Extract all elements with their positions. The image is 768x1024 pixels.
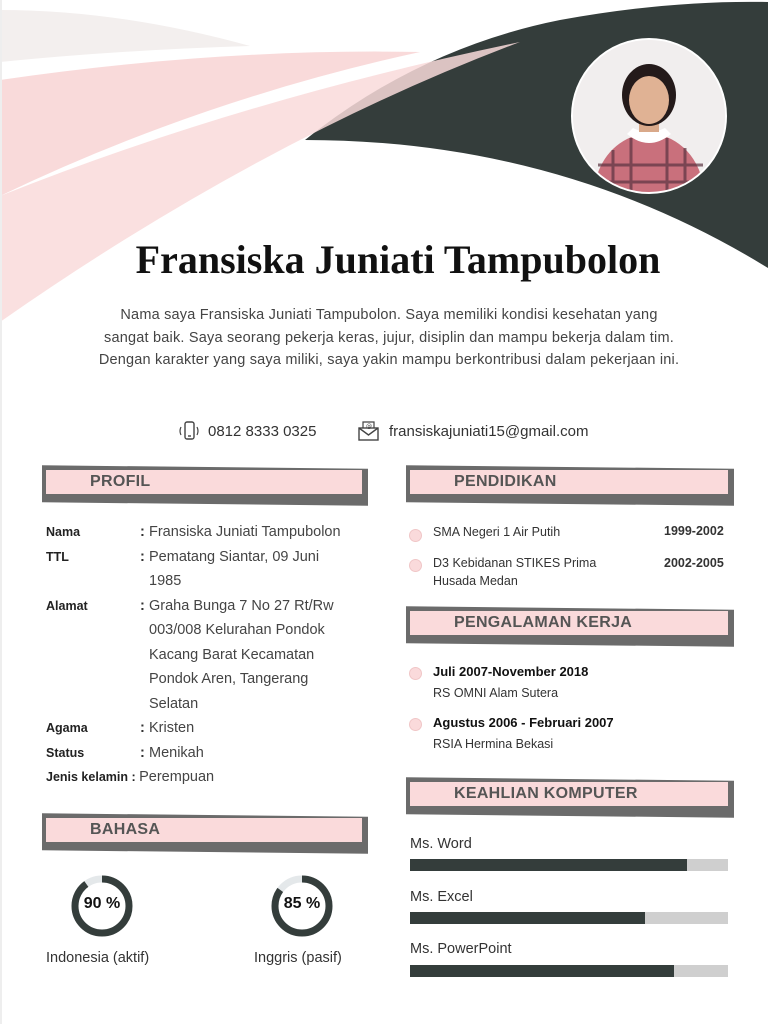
phone-contact	[178, 420, 316, 442]
experience-bullet	[409, 718, 422, 731]
profile-table	[46, 520, 366, 790]
email-icon	[357, 420, 381, 442]
experience-place: RS OMNI Alam Sutera	[433, 686, 559, 700]
lang-label-inggris: Inggris (pasif)	[254, 950, 342, 966]
skill-bar-word	[410, 859, 728, 871]
section-profil-title: PROFIL	[46, 470, 362, 494]
experience-period: Agustus 2006 - Februari 2007	[433, 715, 614, 730]
skill-label-powerpoint: Ms. PowerPoint	[410, 941, 512, 957]
experience-period: Juli 2007-November 2018	[433, 664, 589, 679]
education-school: SMA Negeri 1 Air Putih	[433, 525, 561, 539]
section-keahlian	[406, 776, 734, 816]
full-name: Fransiska Juniati Tampubolon	[135, 237, 661, 282]
svg-text:@: @	[366, 423, 372, 430]
lang-label-indonesia: Indonesia (aktif)	[46, 950, 150, 966]
section-pengalaman	[406, 605, 734, 645]
email-address: fransiskajuniati15@gmail.com	[389, 422, 589, 440]
skill-label-excel: Ms. Excel	[410, 889, 473, 905]
section-bahasa-title: BAHASA	[46, 818, 362, 842]
experience-bullet	[409, 667, 422, 680]
profile-row-alamat: Alamat : Graha Bunga 7 No 27 Rt/Rw 003/008 Kelurahan Pondok Kacang Barat Kecamatan Pondok Aren, Tangerang Selatan	[46, 597, 334, 712]
summary-text: Nama saya Fransiska Juniati Tampubolon. Saya memiliki kondisi kesehatan yang sangat baik. Saya seorang pekerja keras, jujur, disiplin dan mampu bekerja dalam tim. Dengan karakter yang saya miliki, saya yakin mampu berkontribusi dalam pekerjaan ini.	[98, 307, 680, 368]
profile-row-status: Status : Menikah	[46, 744, 204, 761]
education-bullet	[409, 559, 422, 572]
email-contact	[357, 420, 588, 442]
section-pendidikan-title: PENDIDIKAN	[410, 470, 728, 494]
phone-icon	[178, 420, 200, 442]
profile-row-jenis-kelamin: Jenis kelamin : Perempuan	[46, 769, 215, 785]
skill-bar-powerpoint	[410, 965, 728, 977]
profile-row-agama: Agama : Kristen	[46, 720, 195, 736]
education-school: D3 Kebidanan STIKES Prima Husada Medan	[433, 556, 597, 588]
section-profil	[42, 464, 368, 504]
section-bahasa	[42, 812, 368, 852]
education-years: 2002-2005	[664, 556, 724, 570]
skill-bar-excel	[410, 912, 728, 924]
education-bullet	[409, 529, 422, 542]
section-pendidikan	[406, 464, 734, 504]
profile-photo	[571, 38, 727, 194]
lang-percent-inggris: 85 %	[283, 895, 321, 912]
skill-label-word: Ms. Word	[410, 836, 472, 852]
lang-percent-indonesia: 90 %	[83, 895, 121, 912]
profile-row-nama: Nama : Fransiska Juniati Tampubolon	[46, 524, 341, 540]
section-pengalaman-title: PENGALAMAN KERJA	[410, 611, 728, 635]
education-years: 1999-2002	[664, 524, 724, 538]
experience-place: RSIA Hermina Bekasi	[433, 737, 554, 751]
section-keahlian-title: KEAHLIAN KOMPUTER	[410, 782, 728, 806]
phone-number: 0812 8333 0325	[208, 422, 317, 440]
profile-row-ttl: TTL : Pematang Siantar, 09 Juni 1985	[46, 548, 320, 589]
